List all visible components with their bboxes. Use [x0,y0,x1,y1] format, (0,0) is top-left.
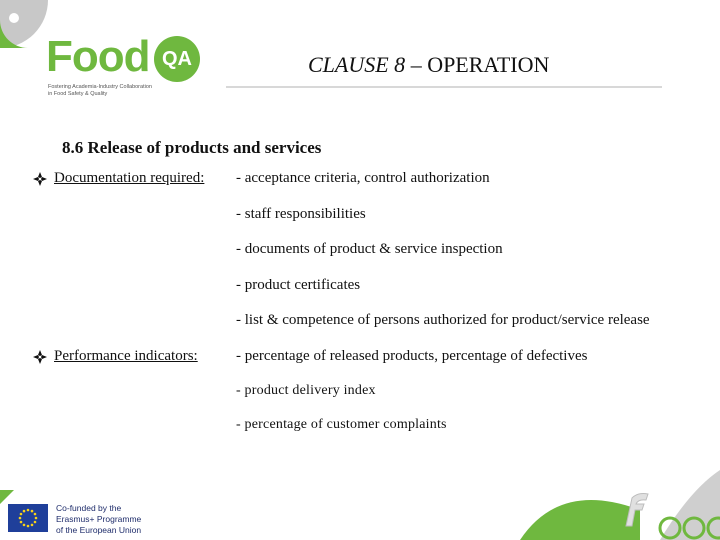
list-item: - percentage of customer complaints [236,417,447,432]
section-title: 8.6 Release of products and services [62,138,322,157]
list-item: - list & competence of persons authorized for product/service release [236,312,650,328]
diamond-bullet-icon [32,171,48,187]
group-documentation-label: Documentation required: [54,170,205,186]
corner-decoration-bottom-right [520,470,720,540]
title-divider [226,86,662,88]
list-item: - staff responsibilities [236,206,366,222]
list-item: - documents of product & service inspection [236,241,503,257]
group-performance-label: Performance indicators: [54,348,198,364]
eu-flag-icon [8,504,48,532]
eu-line: Erasmus+ Programme [56,514,142,524]
diamond-bullet-icon [32,349,48,365]
list-item: - product certificates [236,277,361,293]
group-documentation-bullet [32,170,204,187]
list-item: - acceptance criteria, control authorization [236,170,490,186]
logo-word: Food [46,32,150,81]
slide-title-rest: – OPERATION [405,52,550,77]
logo-tagline-2: in Food Safety & Quality [48,91,108,97]
eu-line: Co-funded by the [56,503,122,513]
eu-cofunding-text [56,503,141,536]
eu-line: of the European Union [56,525,142,535]
list-item: - percentage of released products, percentage of defectives [236,348,588,364]
foodqa-logo [46,32,216,97]
logo-badge: QA [154,36,200,82]
slide-title [308,52,549,78]
group-performance-bullet [32,348,198,365]
logo-tagline-1: Fostering Academia-Industry Collaboration [48,84,152,90]
list-item: - product delivery index [236,383,376,398]
slide-title-clause: CLAUSE 8 [308,52,406,77]
